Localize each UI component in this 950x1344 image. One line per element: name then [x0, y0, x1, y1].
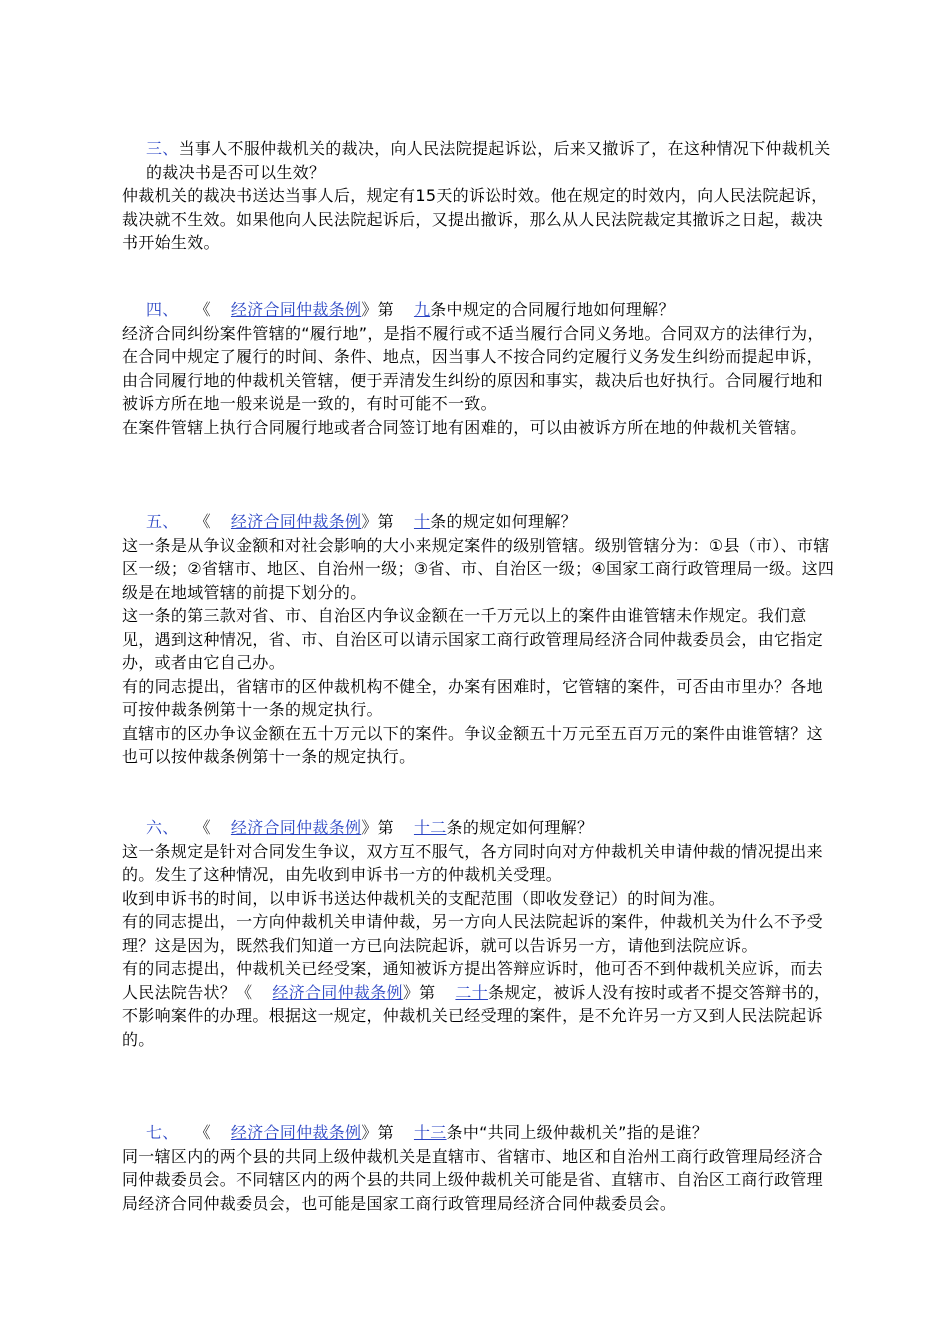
article-link[interactable]: 十二 [413, 818, 447, 837]
article-link[interactable]: 十三 [413, 1123, 447, 1142]
section-4 [122, 298, 837, 439]
section-5-paragraph-1: 这一条是从争议金额和对社会影响的大小来规定案件的级别管辖。级别管辖分为：①县（市）、市辖区一级；②省辖市、地区、自治州一级；③省、市、自治区一级；④国家工商行政管理局一级。这四级是在地域管辖的前提下划分的。 [122, 535, 835, 602]
section-7-number: 七、 [146, 1123, 179, 1142]
section-3 [122, 137, 837, 255]
regulation-link[interactable]: 经济合同仲裁条例 [230, 512, 362, 531]
section-3-heading-text: 当事人不服仲裁机关的裁决，向人民法院提起诉讼，后来又撤诉了，在这种情况下仲裁机关的裁决书是否可以生效？ [146, 139, 831, 182]
section-6-paragraph-4: 有的同志提出，仲裁机关已经受案，通知被诉方提出答辩应诉时，他可否不到仲裁机关应诉，而去人民法院告状？《 经济合同仲裁条例》第 二十条规定，被诉人没有按时或者不提交答辩书的，不影响案件的办理。根据这一规定，仲裁机关已经受理的案件，是不允许另一方又到人民法院起诉的。 [122, 959, 831, 1049]
section-6 [122, 816, 837, 1051]
section-6-paragraph-1: 这一条规定是针对合同发生争议，双方互不服气，各方同时向对方仲裁机关申请仲裁的情况提出来的。发生了这种情况，由先收到申诉书一方的仲裁机关受理。 [122, 841, 823, 884]
section-7-paragraph-1: 同一辖区内的两个县的共同上级仲裁机关是直辖市、省辖市、地区和自治州工商行政管理局经济合同仲裁委员会。不同辖区内的两个县的共同上级仲裁机关可能是省、直辖市、自治区工商行政管理局经济合同仲裁委员会，也可能是国家工商行政管理局经济合同仲裁委员会。 [122, 1146, 823, 1213]
regulation-link[interactable]: 经济合同仲裁条例 [230, 300, 362, 319]
section-5-paragraph-4: 直辖市的区办争议金额在五十万元以下的案件。争议金额五十万元至五百万元的案件由谁管辖？这也可以按仲裁条例第十一条的规定执行。 [122, 723, 823, 766]
section-5 [122, 510, 837, 769]
article-link[interactable]: 十 [413, 512, 431, 531]
section-5-paragraph-3: 有的同志提出，省辖市的区仲裁机构不健全，办案有困难时，它管辖的案件，可否由市里办？各地可按仲裁条例第十一条的规定执行。 [122, 676, 823, 719]
section-6-number: 六、 [146, 818, 179, 837]
article-link[interactable]: 九 [413, 300, 431, 319]
section-7 [122, 1121, 837, 1215]
regulation-link[interactable]: 经济合同仲裁条例 [230, 818, 362, 837]
section-3-number: 三、 [146, 139, 179, 158]
section-4-paragraph-2: 在案件管辖上执行合同履行地或者合同签订地有困难的，可以由被诉方所在地的仲裁机关管辖。 [122, 417, 807, 437]
section-5-heading: 五、 《 经济合同仲裁条例》第 十条的规定如何理解？ [146, 512, 577, 531]
section-5-number: 五、 [146, 512, 179, 531]
section-3-heading [122, 137, 837, 184]
section-6-heading: 六、 《 经济合同仲裁条例》第 十二条的规定如何理解？ [146, 818, 594, 837]
section-6-paragraph-3: 有的同志提出，一方向仲裁机关申请仲裁，另一方向人民法院起诉的案件，仲裁机关为什么不予受理？这是因为，既然我们知道一方已向法院起诉，就可以告诉另一方，请他到法院应诉。 [122, 912, 823, 955]
regulation-link[interactable]: 经济合同仲裁条例 [230, 1123, 362, 1142]
section-4-heading: 四、 《 经济合同仲裁条例》第 九条中规定的合同履行地如何理解？ [146, 300, 675, 319]
regulation-link[interactable]: 经济合同仲裁条例 [272, 982, 403, 1002]
section-5-paragraph-2: 这一条的第三款对省、市、自治区内争议金额在一千万元以上的案件由谁管辖未作规定。我们意见，遇到这种情况，省、市、自治区可以请示国家工商行政管理局经济合同仲裁委员会，由它指定办，或者由它自己办。 [122, 606, 823, 672]
section-3-paragraph-1: 仲裁机关的裁决书送达当事人后，规定有15天的诉讼时效。他在规定的时效内，向人民法院起诉，裁决就不生效。如果他向人民法院起诉后，又提出撤诉，那么从人民法院裁定其撤诉之日起，裁决书开始生效。 [122, 186, 828, 252]
section-4-paragraph-1: 经济合同纠纷案件管辖的“履行地”，是指不履行或不适当履行合同义务地。合同双方的法律行为，在合同中规定了履行的时间、条件、地点，因当事人不按合同约定履行义务发生纠纷而提起申诉，由合同履行地的仲裁机关管辖，便于弄清发生纠纷的原因和事实，裁决后也好执行。合同履行地和被诉方所在地一般来说是一致的，有时可能不一致。 [122, 323, 824, 413]
section-7-heading: 七、 《 经济合同仲裁条例》第 十三条中“共同上级仲裁机关”指的是谁？ [146, 1123, 709, 1142]
article-link[interactable]: 二十 [455, 982, 489, 1002]
section-6-paragraph-2: 收到申诉书的时间，以申诉书送达仲裁机关的支配范围（即收发登记）的时间为准。 [122, 888, 726, 908]
section-4-number: 四、 [146, 300, 179, 319]
